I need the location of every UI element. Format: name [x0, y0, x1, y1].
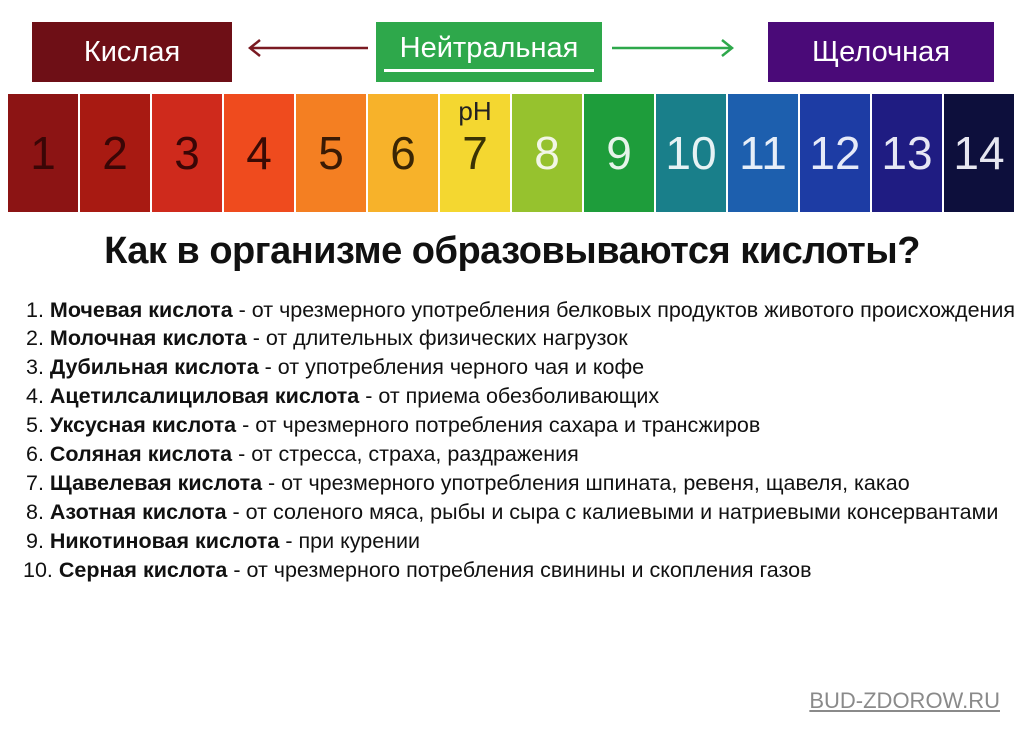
item-description: - от употребления черного чая и кофе	[258, 355, 645, 379]
ph-value: 11	[739, 127, 787, 179]
item-name: Дубильная кислота	[49, 355, 259, 379]
ph-cell	[224, 94, 294, 212]
alkaline-label: Щелочная	[811, 35, 951, 68]
ph-cell	[656, 94, 726, 212]
item-name: Серная кислота	[58, 558, 228, 582]
item-number: 1.	[26, 298, 50, 322]
item-number: 2.	[26, 326, 50, 350]
list-item	[26, 527, 1016, 556]
item-number: 6.	[26, 442, 50, 466]
item-description: - от соленого мяса, рыбы и сыра с калиевыми и натриевыми консервантами	[226, 500, 999, 524]
ph-scale	[8, 94, 1014, 212]
item-name: Никотиновая кислота	[49, 529, 280, 553]
ph-value: 7	[462, 127, 488, 179]
item-description: - от чрезмерного употребления шпината, ревеня, щавеля, какао	[262, 471, 910, 495]
item-name: Мочевая кислота	[49, 298, 233, 322]
acid-label-box	[32, 22, 232, 82]
item-number: 7.	[26, 471, 50, 495]
ph-cell	[728, 94, 798, 212]
alkaline-label-box	[768, 22, 994, 82]
item-number: 4.	[26, 384, 50, 408]
list-item	[26, 440, 1016, 469]
neutral-label-box	[376, 22, 602, 82]
item-description: - от чрезмерного потребления свинины и скопления газов	[227, 558, 812, 582]
item-name: Соляная кислота	[49, 442, 233, 466]
item-name: Азотная кислота	[49, 500, 227, 524]
list-item	[23, 556, 1016, 585]
ph-value: 12	[809, 127, 861, 179]
ph-cell	[440, 94, 510, 212]
arrow-right-icon	[610, 36, 738, 60]
page-title: Как в организме образовываются кислоты?	[104, 230, 920, 272]
ph-value: 9	[606, 127, 632, 179]
acid-label: Кислая	[83, 35, 181, 68]
item-description: - при курении	[279, 529, 421, 553]
ph-cell	[944, 94, 1014, 212]
item-name: Уксусная кислота	[49, 413, 237, 437]
ph-value: 4	[246, 127, 272, 179]
ph-value: 5	[318, 127, 344, 179]
ph-cell	[800, 94, 870, 212]
ph-label: pH	[458, 96, 492, 126]
list-item	[26, 469, 1016, 498]
ph-cell	[584, 94, 654, 212]
item-name: Молочная кислота	[49, 326, 247, 350]
list-item	[26, 498, 1016, 527]
ph-cell	[80, 94, 150, 212]
ph-value: 14	[953, 127, 1005, 179]
acid-list	[23, 296, 1016, 585]
neutral-underline	[384, 69, 594, 72]
list-item	[26, 411, 1016, 440]
item-description: - от приема обезболивающих	[359, 384, 660, 408]
ph-value: 2	[102, 127, 128, 179]
ph-value: 10	[665, 127, 717, 179]
arrow-left-icon	[246, 36, 370, 60]
item-number: 5.	[26, 413, 50, 437]
ph-cell	[512, 94, 582, 212]
ph-cell	[872, 94, 942, 212]
ph-cell	[152, 94, 222, 212]
source-link[interactable]: BUD-ZDOROW.RU	[809, 688, 1000, 713]
item-description: - от чрезмерного потребления сахара и трансжиров	[236, 413, 761, 437]
ph-value: 13	[881, 127, 933, 179]
item-name: Щавелевая кислота	[49, 471, 263, 495]
ph-value: 1	[30, 127, 56, 179]
item-description: - от чрезмерного употребления белковых продуктов животого происхождения	[232, 298, 1016, 322]
item-number: 3.	[26, 355, 50, 379]
list-item	[26, 296, 1016, 324]
ph-value: 8	[534, 127, 560, 179]
item-number: 8.	[26, 500, 50, 524]
ph-cell	[368, 94, 438, 212]
list-item	[26, 353, 1016, 382]
ph-cell	[8, 94, 78, 212]
item-description: - от стресса, страха, раздражения	[232, 442, 579, 466]
ph-value: 3	[174, 127, 200, 179]
neutral-label: Нейтральная	[399, 32, 579, 64]
list-item	[26, 382, 1016, 411]
ph-value: 6	[390, 127, 416, 179]
item-number: 9.	[26, 529, 50, 553]
ph-cell	[296, 94, 366, 212]
item-description: - от длительных физических нагрузок	[246, 326, 628, 350]
item-number: 10.	[23, 558, 59, 582]
item-name: Ацетилсалициловая кислота	[49, 384, 360, 408]
list-item	[26, 324, 1016, 353]
